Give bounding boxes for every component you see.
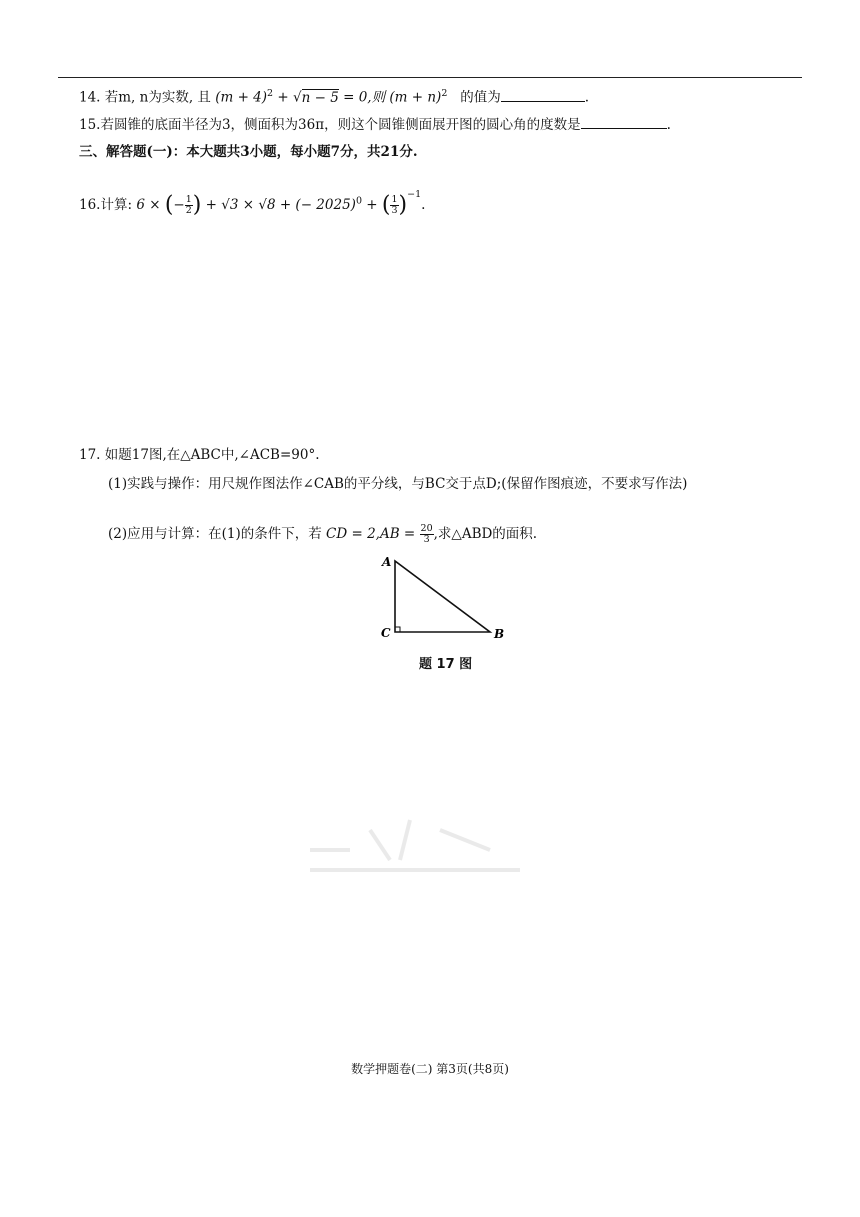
triangle-abc (395, 561, 490, 632)
fraction-ab: $\frac{20}{3}$ (420, 523, 433, 545)
question-17-part-1: (1)实践与操作：用尺规作图法作∠CAB的平分线，与BC交于点D;(保留作图痕迹，不要求写作法) (108, 476, 688, 492)
question-17-part-2 (108, 524, 537, 545)
label-c: C (381, 626, 391, 640)
label-b: B (494, 627, 505, 641)
question-14 (79, 84, 589, 108)
q16-expr-b: + √3 × √8 + (− 2025) (205, 197, 356, 213)
q14-sup1: 2 (267, 88, 274, 99)
q16-end: . (421, 197, 426, 213)
q16-expr-a: 6 × (136, 197, 165, 213)
question-15 (79, 114, 671, 135)
faint-watermark (290, 790, 540, 920)
q16-supneg: −1 (407, 189, 422, 200)
header-rule (58, 77, 802, 78)
q17-part2-prefix: (2)应用与计算：在(1)的条件下，若 (108, 526, 322, 542)
question-17: 17. 如题17图,在△ABC中,∠ACB=90°. (79, 447, 320, 463)
q15-end: . (666, 117, 671, 133)
q16-prefix: 16.计算: (79, 197, 133, 213)
fraction-half: $\frac{1}{2}$ (185, 194, 192, 216)
figure-caption: 题 17 图 (419, 657, 473, 672)
q15-text: 15.若圆锥的底面半径为3，侧面积为36π，则这个圆锥侧面展开图的圆心角的度数是 (79, 117, 581, 133)
q16-expr-c: + (366, 197, 378, 213)
question-16: 16.计算: 6 × (− $\frac{1}{2}$ ) + √3 × √8 + (− 2025)$^0$ + ( $\frac{1}{3}$ )$^{-1}$. (79, 189, 426, 218)
section-3-title: 三、解答题(一)：本大题共3小题，每小题7分，共21分. (79, 144, 418, 160)
answer-blank-15[interactable] (581, 114, 667, 129)
answer-blank-14[interactable] (501, 87, 585, 102)
sqrt-symbol: √ (293, 89, 302, 106)
q17-part2-suffix: ,求△ABD的面积. (433, 526, 538, 542)
q14-expr2: (m + n) (389, 89, 442, 106)
label-a: A (382, 555, 392, 569)
q14-end: . (584, 89, 590, 106)
q14-sqrt: n − 5 (301, 89, 339, 106)
fraction-third: $\frac{1}{3}$ (391, 194, 398, 216)
q14-suffix: 的值为 (460, 89, 501, 106)
page-footer: 数学押题卷(二) 第3页(共8页) (351, 1062, 509, 1076)
q14-sup2: 2 (441, 88, 448, 99)
q14-expr1: (m + 4) (215, 89, 268, 106)
q14-plus: + (277, 89, 289, 106)
q16-sup0: 0 (355, 195, 362, 207)
q14-prefix: 14. 若m, n为实数, 且 (79, 89, 211, 106)
q14-eq: = 0,则 (343, 89, 386, 106)
q17-part2-math: CD = 2,AB = (326, 526, 420, 542)
